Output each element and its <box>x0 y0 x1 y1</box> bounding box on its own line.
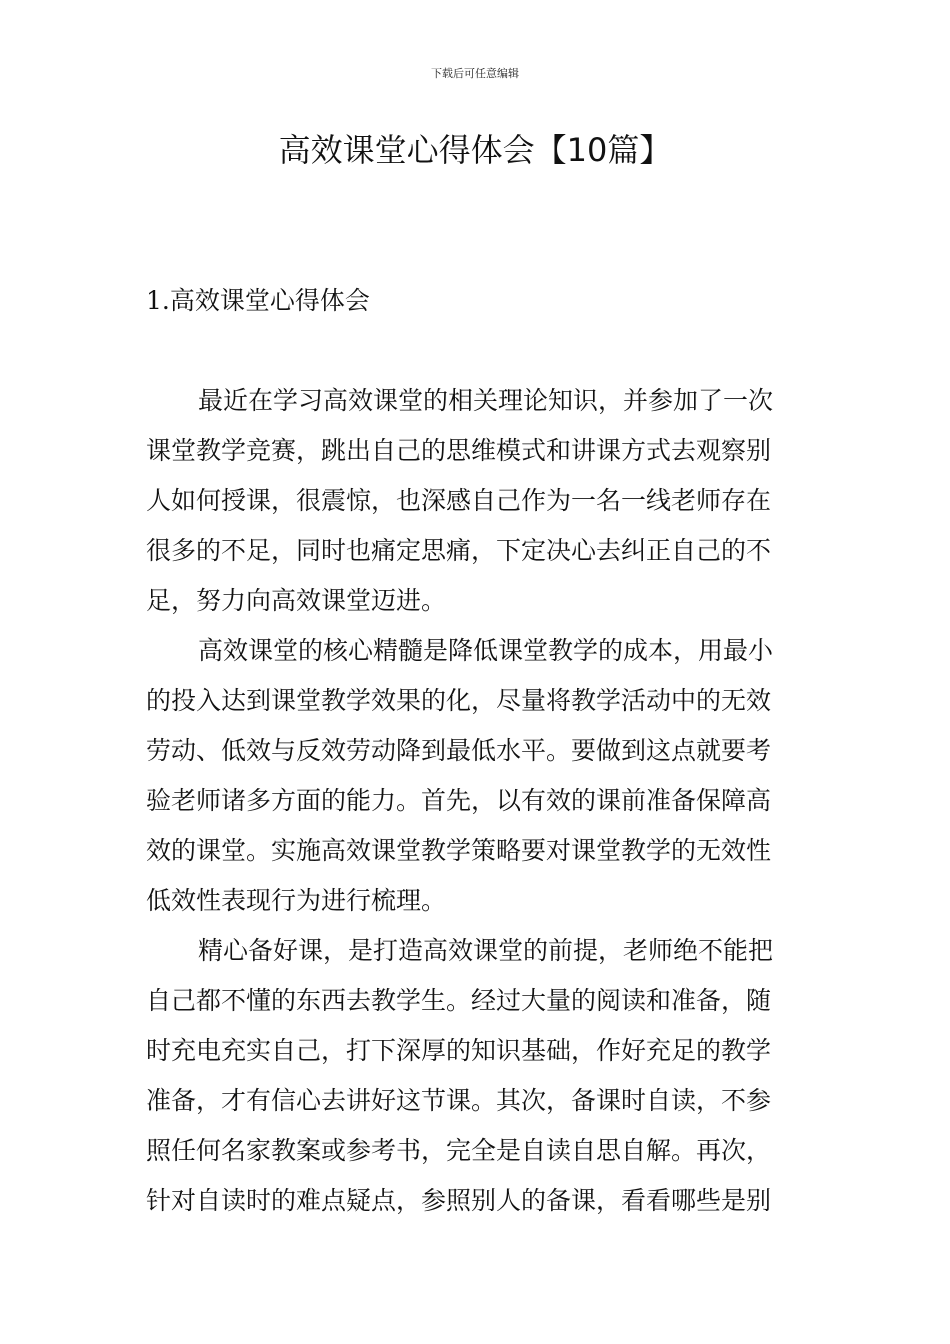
paragraph-3 <box>146 926 806 1226</box>
paragraph-line: 的投入达到课堂教学效果的化，尽量将教学活动中的无效 <box>146 686 772 715</box>
paragraph-2 <box>146 626 806 926</box>
paragraph-line: 劳动、低效与反效劳动降到最低水平。要做到这点就要考 <box>146 736 772 765</box>
paragraph-line: 照任何名家教案或参考书，完全是自读自思自解。再次， <box>146 1136 772 1165</box>
paragraph-line: 人如何授课，很震惊，也深感自己作为一名一线老师存在 <box>146 486 772 515</box>
paragraph-line: 准备，才有信心去讲好这节课。其次，备课时自读，不参 <box>146 1086 772 1115</box>
paragraph-line: 足，努力向高效课堂迈进。 <box>146 586 447 615</box>
document-title: 高效课堂心得体会【10篇】 <box>278 131 672 169</box>
section-heading: 1.高效课堂心得体会 <box>146 286 370 315</box>
paragraph-line: 课堂教学竞赛，跳出自己的思维模式和讲课方式去观察别 <box>146 436 772 465</box>
paragraph-line: 自己都不懂的东西去教学生。经过大量的阅读和准备，随 <box>146 986 772 1015</box>
header-note: 下载后可任意编辑 <box>431 67 519 80</box>
paragraph-line: 针对自读时的难点疑点，参照别人的备课，看看哪些是别 <box>146 1186 772 1215</box>
paragraph-1 <box>146 376 806 626</box>
paragraph-line: 验老师诸多方面的能力。首先，以有效的课前准备保障高 <box>146 786 772 815</box>
body-text <box>146 376 806 1226</box>
paragraph-line: 低效性表现行为进行梳理。 <box>146 886 447 915</box>
paragraph-line: 精心备好课，是打造高效课堂的前提，老师绝不能把 <box>198 936 774 965</box>
paragraph-line: 效的课堂。实施高效课堂教学策略要对课堂教学的无效性 <box>146 836 772 865</box>
paragraph-line: 时充电充实自己，打下深厚的知识基础，作好充足的教学 <box>146 1036 772 1065</box>
paragraph-line: 很多的不足，同时也痛定思痛，下定决心去纠正自己的不 <box>146 536 772 565</box>
paragraph-line: 高效课堂的核心精髓是降低课堂教学的成本，用最小 <box>198 636 774 665</box>
paragraph-line: 最近在学习高效课堂的相关理论知识，并参加了一次 <box>198 386 774 415</box>
